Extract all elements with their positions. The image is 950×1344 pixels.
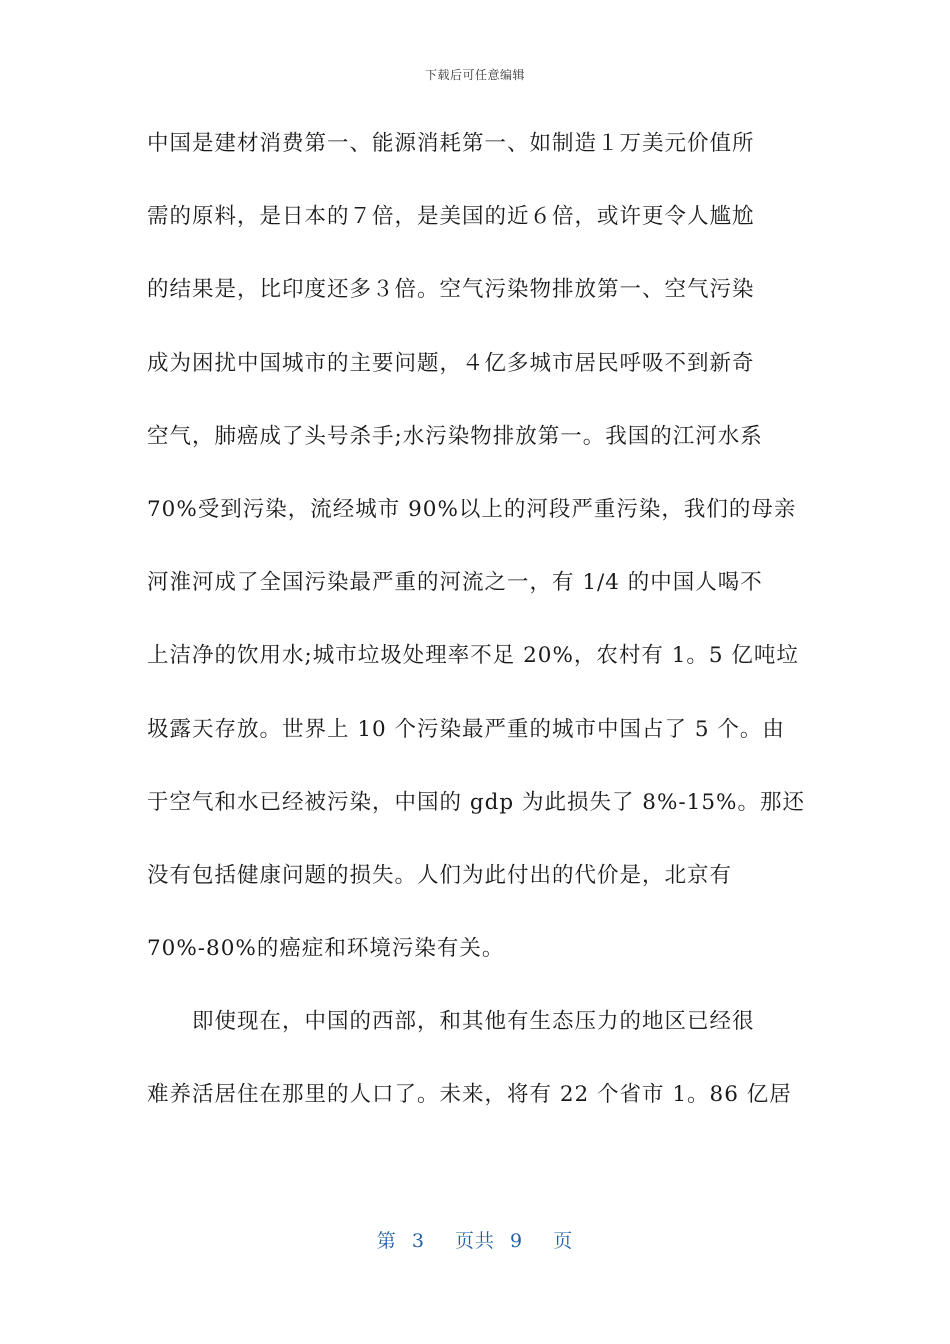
body-line: 上洁净的饮用水;城市垃圾处理率不足 20%，农村有 1。5 亿吨垃 — [147, 643, 799, 669]
body-line: 难养活居住在那里的人口了。未来，将有 22 个省市 1。86 亿居 — [147, 1082, 792, 1108]
page-number-footer: 第 3 页共 9 页 — [376, 1230, 574, 1252]
body-line: 70%-80%的癌症和环境污染有关。 — [147, 936, 505, 962]
body-line: 中国是建材消费第一、能源消耗第一、如制造１万美元价值所 — [147, 131, 755, 156]
body-line: 70%受到污染，流经城市 90%以上的河段严重污染，我们的母亲 — [147, 496, 797, 522]
body-line: 的结果是，比印度还多３倍。空气污染物排放第一、空气污染 — [147, 277, 755, 303]
body-line: 需的原料，是日本的７倍，是美国的近６倍，或许更令人尴尬 — [147, 204, 755, 230]
body-line: 空气，肺癌成了头号杀手;水污染物排放第一。我国的江河水系 — [147, 423, 763, 449]
document-body — [147, 124, 807, 1149]
body-line: 于空气和水已经被污染，中国的 gdp 为此损失了 8%-15%。那还 — [147, 789, 805, 815]
body-line: 没有包括健康问题的损失。人们为此付出的代价是，北京有 — [147, 862, 733, 888]
body-line: 成为困扰中国城市的主要问题，４亿多城市居民呼吸不到新奇 — [147, 350, 755, 376]
body-line: 圾露天存放。世界上 10 个污染最严重的城市中国占了 5 个。由 — [147, 716, 785, 742]
page-header: 下载后可任意编辑 — [424, 68, 525, 82]
body-line: 河淮河成了全国污染最严重的河流之一，有 1/4 的中国人喝不 — [147, 570, 763, 596]
paragraph-start-line: 即使现在，中国的西部，和其他有生态压力的地区已经很 — [192, 1009, 755, 1035]
